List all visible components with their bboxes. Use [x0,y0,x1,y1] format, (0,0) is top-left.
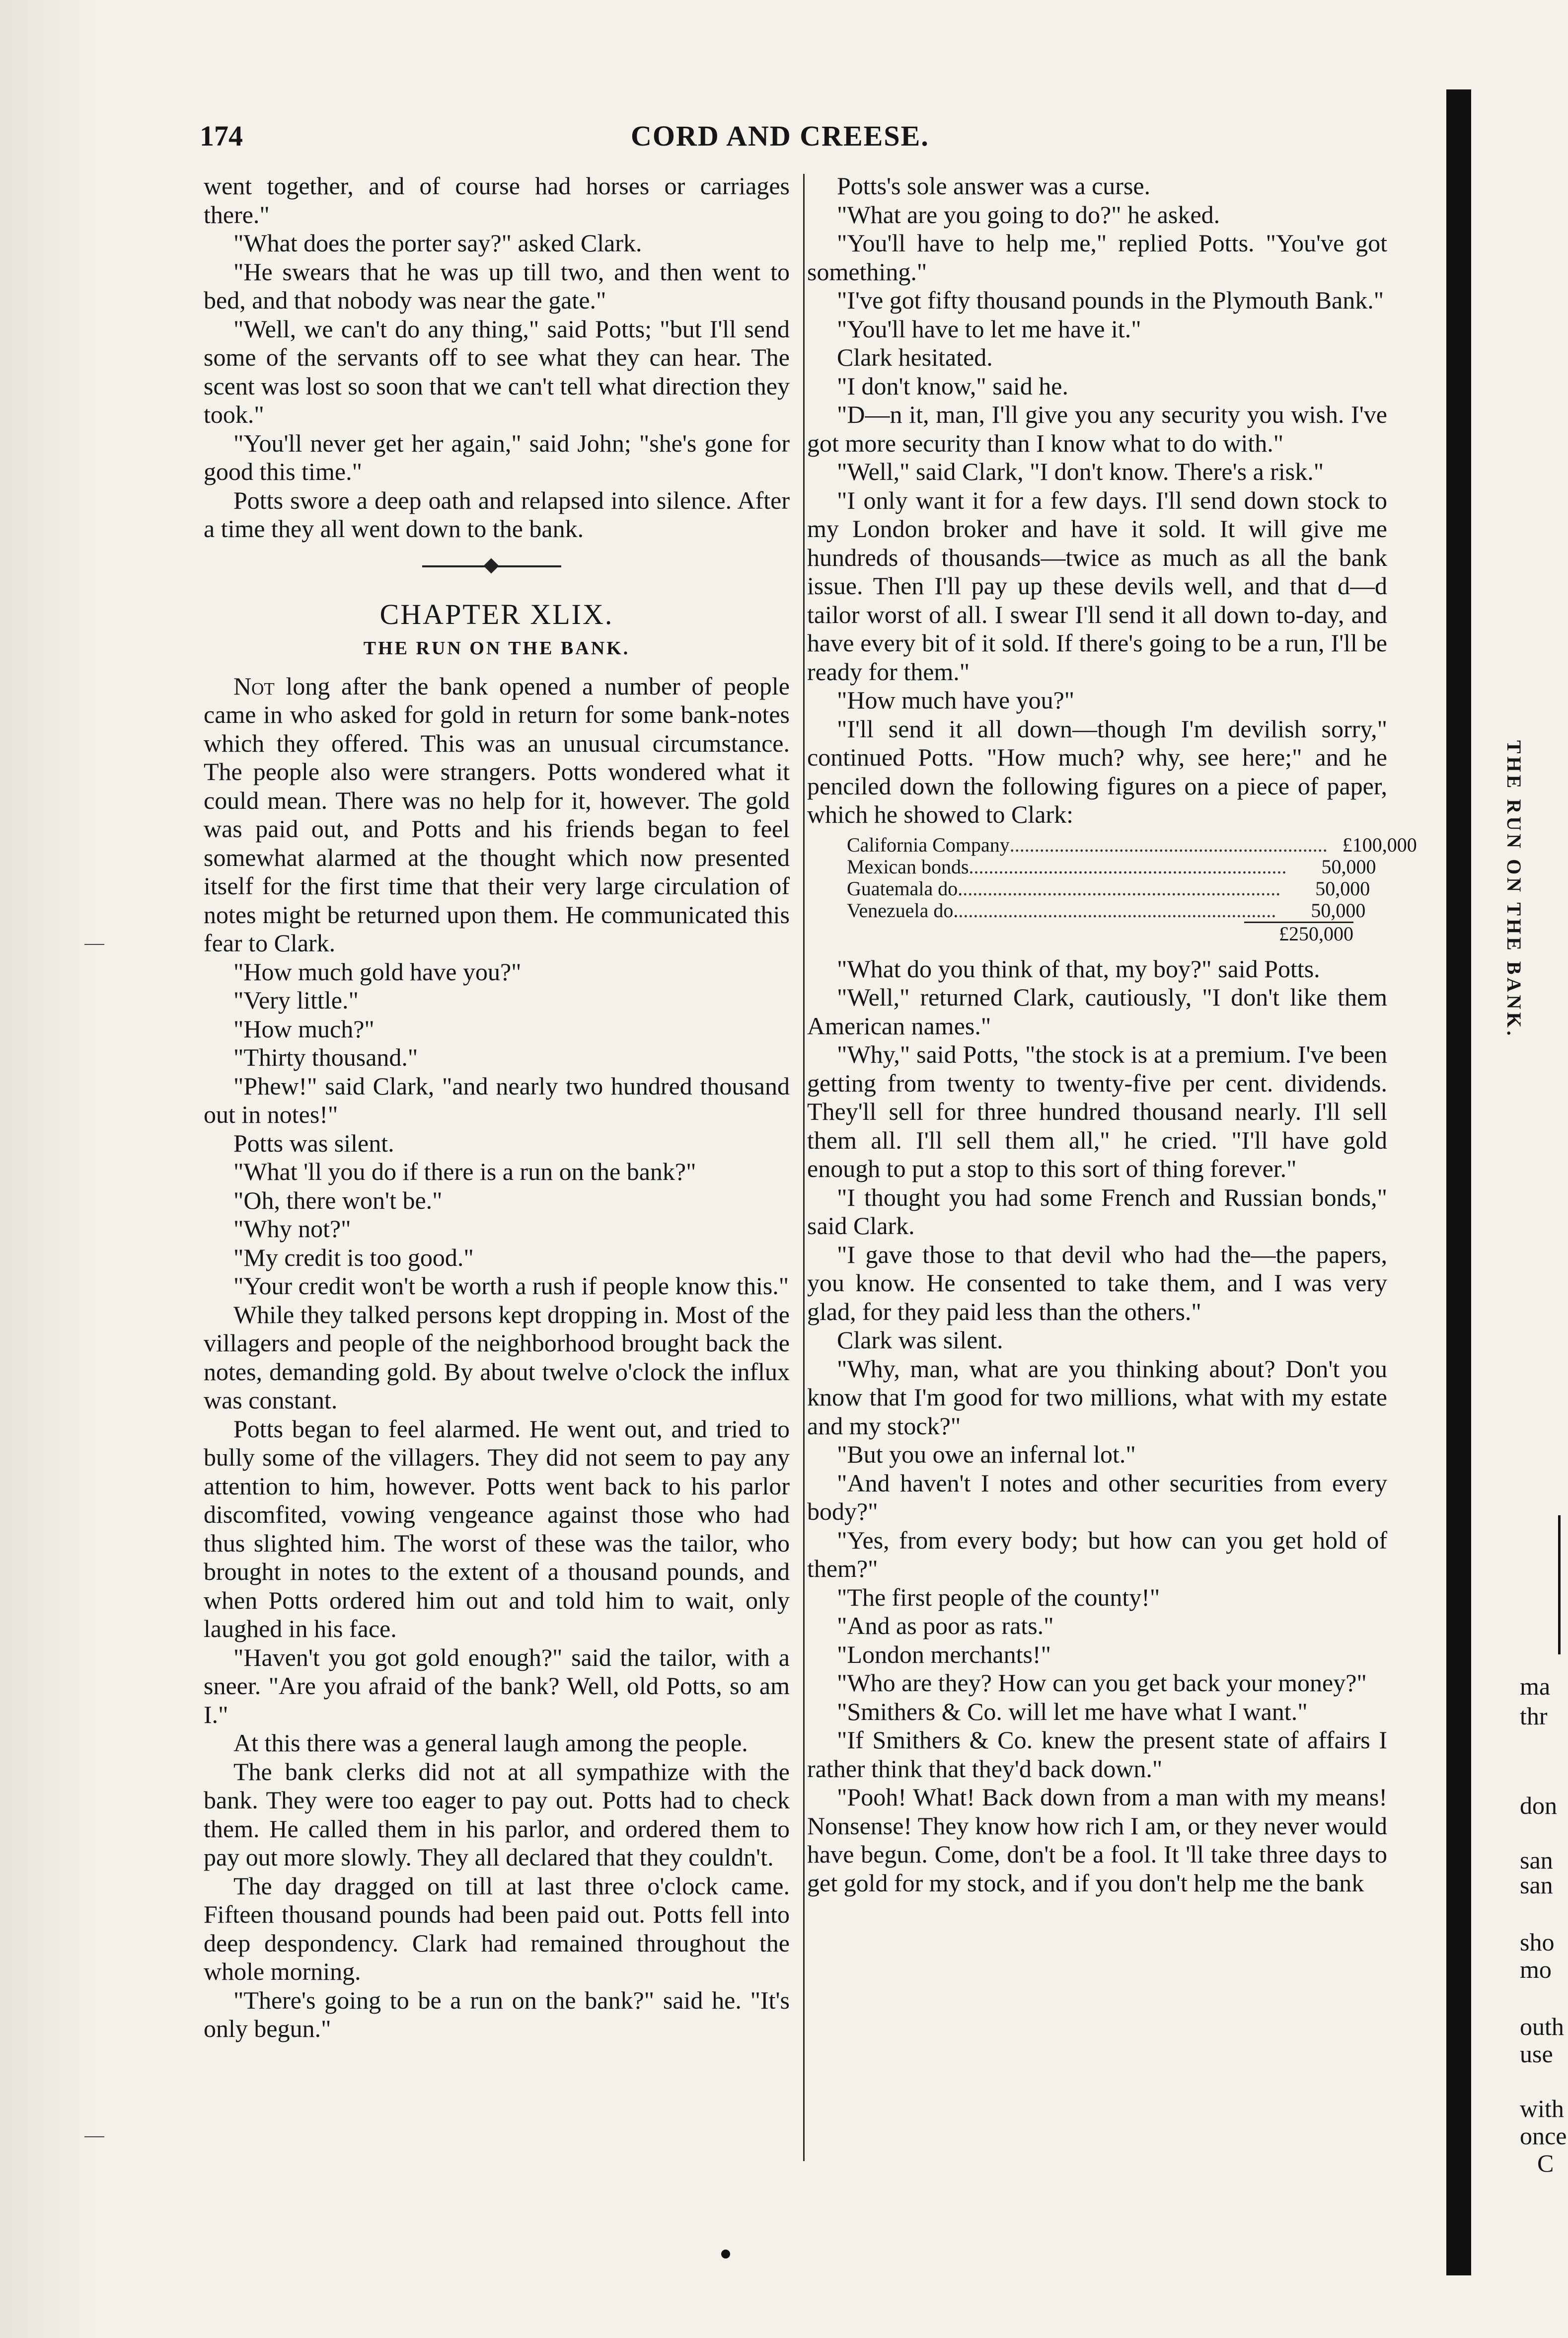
edge-fragment: outh [1520,2013,1564,2040]
page-number: 174 [200,120,243,152]
paragraph: "I gave those to that devil who had the—the papers, you know. He consented to take them, and I was very glad, for they paid less than the others." [807,1240,1387,1325]
edge-fragment: san [1520,1846,1553,1874]
paragraph: "What do you think of that, my boy?" said Potts. [837,954,1320,983]
running-head: CORD AND CREESE. [631,120,929,152]
paragraph: While they talked persons kept dropping in. Most of the villagers and people of the neighborhood brought back the notes, demanding gold. By about twelve o'clock the influx was constant. [204,1300,790,1414]
paragraph: "There's going to be a run on the bank?" said he. "It's only begun." [204,1986,790,2042]
paragraph: "Thirty thousand." [233,1043,418,1071]
paragraph: "Well," returned Clark, cautiously, "I don't like them American names." [807,983,1387,1040]
table-cell-name: Venezuela do. [847,899,959,922]
paragraph: "You'll have to help me," replied Potts. "You've got something." [807,229,1387,286]
paragraph: "I've got fifty thousand pounds in the Plymouth Bank." [837,286,1384,314]
edge-fragment: with [1520,2095,1564,2122]
edge-mark [84,944,104,945]
paragraph: Clark hesitated. [837,343,993,371]
paragraph: Potts began to feel alarmed. He went out, and tried to bully some of the villagers. They did not seem to pay any attention to him, however. Potts went back to his parlor discomfited, vowing vengeance against those who had thus slighted him. The worst of these was the tailor, who brought in notes to the extent of a thousand pounds, and when Potts ordered him out and told him to wait, only laughed in his face. [204,1414,790,1642]
side-title: THE RUN ON THE BANK. [1503,740,1525,1039]
paragraph: "I don't know," said he. [837,372,1068,400]
edge-fragment: ma [1520,1672,1551,1700]
paragraph [204,672,790,958]
paragraph: "Your credit won't be worth a rush if people know this." [233,1272,789,1300]
table-total-row [847,922,1353,945]
paragraph: "How much have you?" [837,686,1075,714]
paragraph: "He swears that he was up till two, and then went to bed, and that nobody was near the gate." [204,257,790,314]
edge-fragment: once [1520,2122,1567,2150]
edge-fragment: C [1537,2149,1554,2177]
paragraph: "How much?" [233,1014,374,1043]
edge-mark [84,2136,104,2137]
paragraph: "Well," said Clark, "I don't know. There's a risk." [837,458,1324,485]
page-dot [721,2250,730,2259]
paragraph: "London merchants!" [837,1640,1051,1668]
paragraph: went together, and of course had horses or carriages there." [204,172,790,229]
edge-fragment: don [1520,1792,1557,1819]
paragraph: "I only want it for a few days. I'll send down stock to my London broker and have it sold. It will give me hundreds of thousands—twice as much as all the bank issue. Then I'll pay up these devils well, and that d—d tailor worst of all. I swear I'll send it all down to-day, and have every bit of it sold. If there's going to be a run, I'll be ready for them." [807,486,1387,686]
paragraph: "My credit is too good." [233,1243,474,1271]
margin-bracket [1558,1515,1561,1654]
paragraph: "Smithers & Co. will let me have what I want." [837,1697,1308,1725]
paragraph: "What does the porter say?" asked Clark. [233,229,642,257]
table-row [847,899,1366,922]
leader-dots: ................................................................ [958,899,1276,922]
paragraph: "D—n it, man, I'll give you any security you wish. I've got more security than I know what to do with." [807,400,1387,457]
chapter-subtitle: THE RUN ON THE BANK. [363,638,630,659]
table-cell-amount: 50,000 [1311,899,1366,922]
table-cell-amount: 50,000 [1315,877,1370,900]
edge-fragment: sho [1520,1928,1555,1956]
paragraph: "Why," said Potts, "the stock is at a premium. I've been getting from twenty to twenty-five per cent. dividends. They'll sell for three hundred thousand nearly. I'll sell them all. I'll sell them all," he cried. "I'll have gold enough to put a stop to this sort of thing forever." [807,1040,1387,1182]
table-cell-name: Mexican bonds [847,855,969,878]
table-row [847,833,1417,856]
paragraph: At this there was a general laugh among the people. [233,1729,748,1757]
paragraph: "Haven't you got gold enough?" said the tailor, with a sneer. "Are you afraid of the bank? Well, old Potts, so am I." [204,1643,790,1728]
paragraph: "How much gold have you?" [233,957,522,986]
leader-dots: ................................................................ [1009,833,1328,856]
paragraph: The day dragged on till at last three o'clock came. Fifteen thousand pounds had been paid out. Potts fell into deep despondency. Clark had remained throughout the whole morning. [204,1871,790,1985]
table-cell-amount: £100,000 [1342,833,1417,856]
paragraph: "I thought you had some French and Russian bonds," said Clark. [807,1183,1387,1240]
table-cell-amount: 50,000 [1321,855,1376,878]
table-row [847,877,1370,900]
paragraph: "Why, man, what are you thinking about? Don't you know that I'm good for two millions, what with my estate and my stock?" [807,1354,1387,1440]
paragraph-text: long after the bank opened a number of people came in who asked for gold in return for some bank-notes which they offered. This was an unusual circumstance. The people also were strangers. Potts wondered what it could mean. There was no help for it, however. The gold was paid out, and Potts and his friends began to feel somewhat alarmed at the thought which now presented itself for the first time that their very large circulation of notes might be returned upon them. He communicated this fear to Clark. [204,672,790,957]
column-divider [803,174,805,2161]
paragraph: "You'll never get her again," said John; "she's gone for good this time." [204,429,790,485]
paragraph: "If Smithers & Co. knew the present state of affairs I rather think that they'd back down." [807,1726,1387,1783]
paragraph: "Pooh! What! Back down from a man with my means! Nonsense! They know how rich I am, or they never would have begun. Come, don't be a fool. It 'll take three days to get gold for my stock, and if you don't help me the bank [807,1783,1387,1897]
section-ornament [204,544,790,585]
table-total: £250,000 [1244,922,1353,945]
paragraph: The bank clerks did not at all sympathize with the bank. They were too eager to pay out. Potts had to check them. He called them in his parlor, and ordered them to pay out more slowly. They all declared that they couldn't. [204,1757,790,1871]
table-row [847,855,1376,878]
paragraph: Potts's sole answer was a curse. [837,172,1151,200]
figures-table [847,833,1417,945]
leader-dots: ................................................................ [969,855,1287,878]
paragraph: Potts was silent. [233,1129,394,1157]
paragraph: "Well, we can't do any thing," said Potts; "but I'll send some of the servants off to see what they can hear. The scent was lost so soon that we can't tell what direction they took." [204,314,790,428]
gutter-shadow [1446,89,1471,2275]
paragraph: Potts swore a deep oath and relapsed into silence. After a time they all went down to the bank. [204,486,790,543]
paragraph: "Phew!" said Clark, "and nearly two hundred thousand out in notes!" [204,1072,790,1128]
paragraph: "I'll send it all down—though I'm devilish sorry," continued Potts. "How much? why, see here;" and he penciled down the following figures on a piece of paper, which he showed to Clark: [807,714,1387,828]
paragraph: "Why not?" [233,1215,351,1243]
page-edge [0,0,99,2338]
paragraph: "You'll have to let me have it." [837,314,1141,343]
paragraph: "And as poor as rats." [837,1612,1054,1639]
paragraph: "Oh, there won't be." [233,1186,443,1214]
paragraph: "And haven't I notes and other securities from every body?" [807,1469,1387,1525]
leader-dots: ................................................................ [963,877,1281,900]
right-column [807,172,1417,1897]
paragraph: "Who are they? How can you get back your money?" [837,1669,1367,1697]
paragraph: Clark was silent. [837,1326,1003,1354]
edge-fragment: san [1520,1871,1553,1899]
lead-word: Not [233,672,275,700]
table-cell-name: California Company [847,833,1010,856]
left-column [204,172,790,2043]
edge-fragment: mo [1520,1955,1552,1983]
edge-fragment: use [1520,2040,1553,2068]
paragraph: "What are you going to do?" he asked. [837,200,1220,229]
paragraph: "What 'll you do if there is a run on the bank?" [233,1158,696,1185]
edge-fragment: thr [1520,1702,1548,1730]
paragraph: "But you owe an infernal lot." [837,1440,1136,1468]
paragraph: "Very little." [233,986,359,1014]
paragraph: "The first people of the county!" [837,1583,1160,1611]
table-cell-name: Guatemala do. [847,877,963,900]
chapter-heading: CHAPTER XLIX. [379,598,614,630]
paragraph: "Yes, from every body; but how can you get hold of them?" [807,1526,1387,1582]
